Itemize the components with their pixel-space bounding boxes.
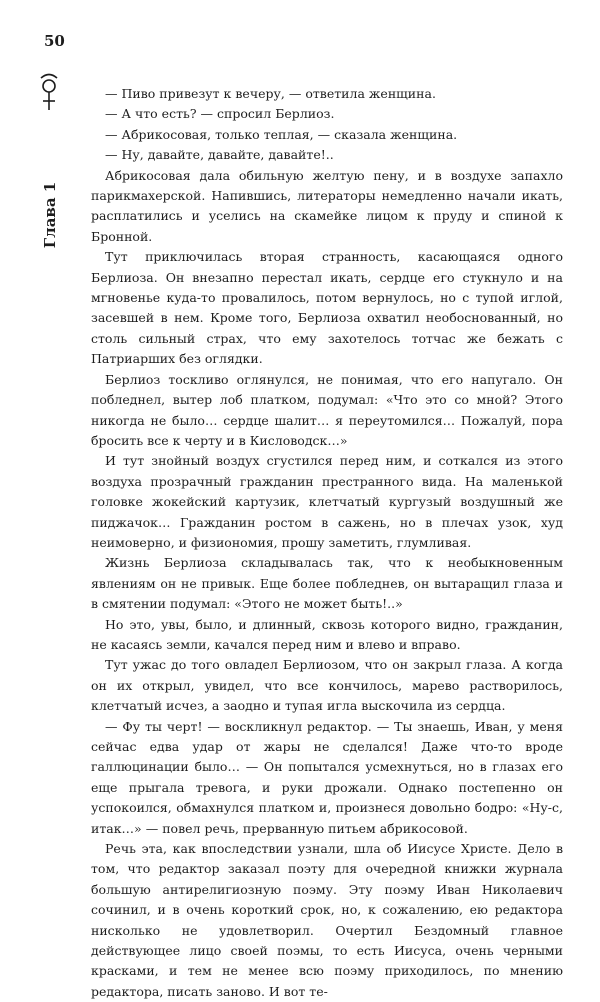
paragraph: — Абрикосовая, только теплая, — сказала женщина. — [105, 126, 458, 142]
chapter-marker — [36, 70, 62, 249]
paragraph: И тут знойный воздух сгустился перед ним, и соткался из этого воздуха прозрачный гражданин престранного вида. На маленькой головке жокейский картузик, клетчатый кургузый воздушный же пиджачок… Гражданин ростом в сажень, но в плечах узок, худ неимоверно, и физиономия, прошу заметить, глумливая. — [91, 453, 563, 550]
paragraph: Речь эта, как впоследствии узнали, шла об Иисусе Христе. Дело в том, что редактор заказал поэту для очередной книжки журнала большую антирелигиозную поэму. Эту поэму Иван Николаевич сочинил, и в очень короткий срок, но, к сожалению, ею редактора нисколько не удовлетворил. Очертил Бездомный главное действующее лицо своей поэмы, то есть Иисуса, очень черными красками, и тем не менее всю поэму приходилось, по мнению редактора, писать заново. И вот те- — [91, 841, 563, 999]
chapter-label: Глава 1 — [41, 181, 59, 249]
paragraph: — Пиво привезут к вечеру, — ответила женщина. — [105, 86, 436, 101]
chapter-symbol-icon — [38, 70, 60, 114]
paragraph: Берлиоз тоскливо оглянулся, не понимая, что его напугало. Он побледнел, вытер лоб платком, подумал: «Что это со мной? Этого никогда не было… сердце шалит… я переутомился… Пожалуй, пора бросить все к черту и в Кисловодск…» — [91, 371, 563, 448]
paragraph: — Фу ты черт! — воскликнул редактор. — Ты знаешь, Иван, у меня сейчас едва удар от жары не сделался! Даже что-то вроде галлюцинации было… — Он попытался усмехнуться, но в глазах его еще прыгала тревога, и руки дрожали. Однако постепенно он успокоился, обмахнулся платком и, произнеся довольно бодро: «Ну-с, итак…» — повел речь, прерванную питьем абрикосовой. — [91, 718, 563, 836]
paragraph: — Ну, давайте, давайте, давайте!.. — [105, 147, 334, 163]
page-number: 50 — [44, 32, 65, 50]
paragraph: Тут приключилась вторая странность, касающаяся одного Берлиоза. Он внезапно перестал икать, сердце его стукнуло и на мгновенье куда-то провалилось, потом вернулось, но с тупой иглой, засевшей в нем. Кроме того, Берлиоза охватил необоснованный, но столь сильный страх, что ему захотелось тотчас же бежать с Патриарших без оглядки. — [91, 249, 563, 367]
paragraph: Тут ужас до того овладел Берлиозом, что он закрыл глаза. А когда он их открыл, увидел, что все кончилось, марево растворилось, клетчатый исчез, а заодно и тупая игла выскочила из сердца. — [91, 657, 563, 714]
body-text — [91, 84, 563, 1002]
paragraph: — А что есть? — спросил Берлиоз. — [105, 106, 335, 122]
paragraph: Но это, увы, было, и длинный, сквозь которого видно, гражданин, не касаясь земли, качался перед ним и влево и вправо. — [91, 616, 563, 652]
paragraph: Абрикосовая дала обильную желтую пену, и в воздухе запахло парикмахерской. Напившись, литераторы немедленно начали икать, расплатились и уселись на скамейке лицом к пруду и спиной к Бронной. — [91, 167, 563, 244]
paragraph: Жизнь Берлиоза складывалась так, что к необыкновенным явлениям он не привык. Еще более побледнев, он вытаращил глаза и в смятении подумал: «Этого не может быть!..» — [91, 555, 563, 612]
